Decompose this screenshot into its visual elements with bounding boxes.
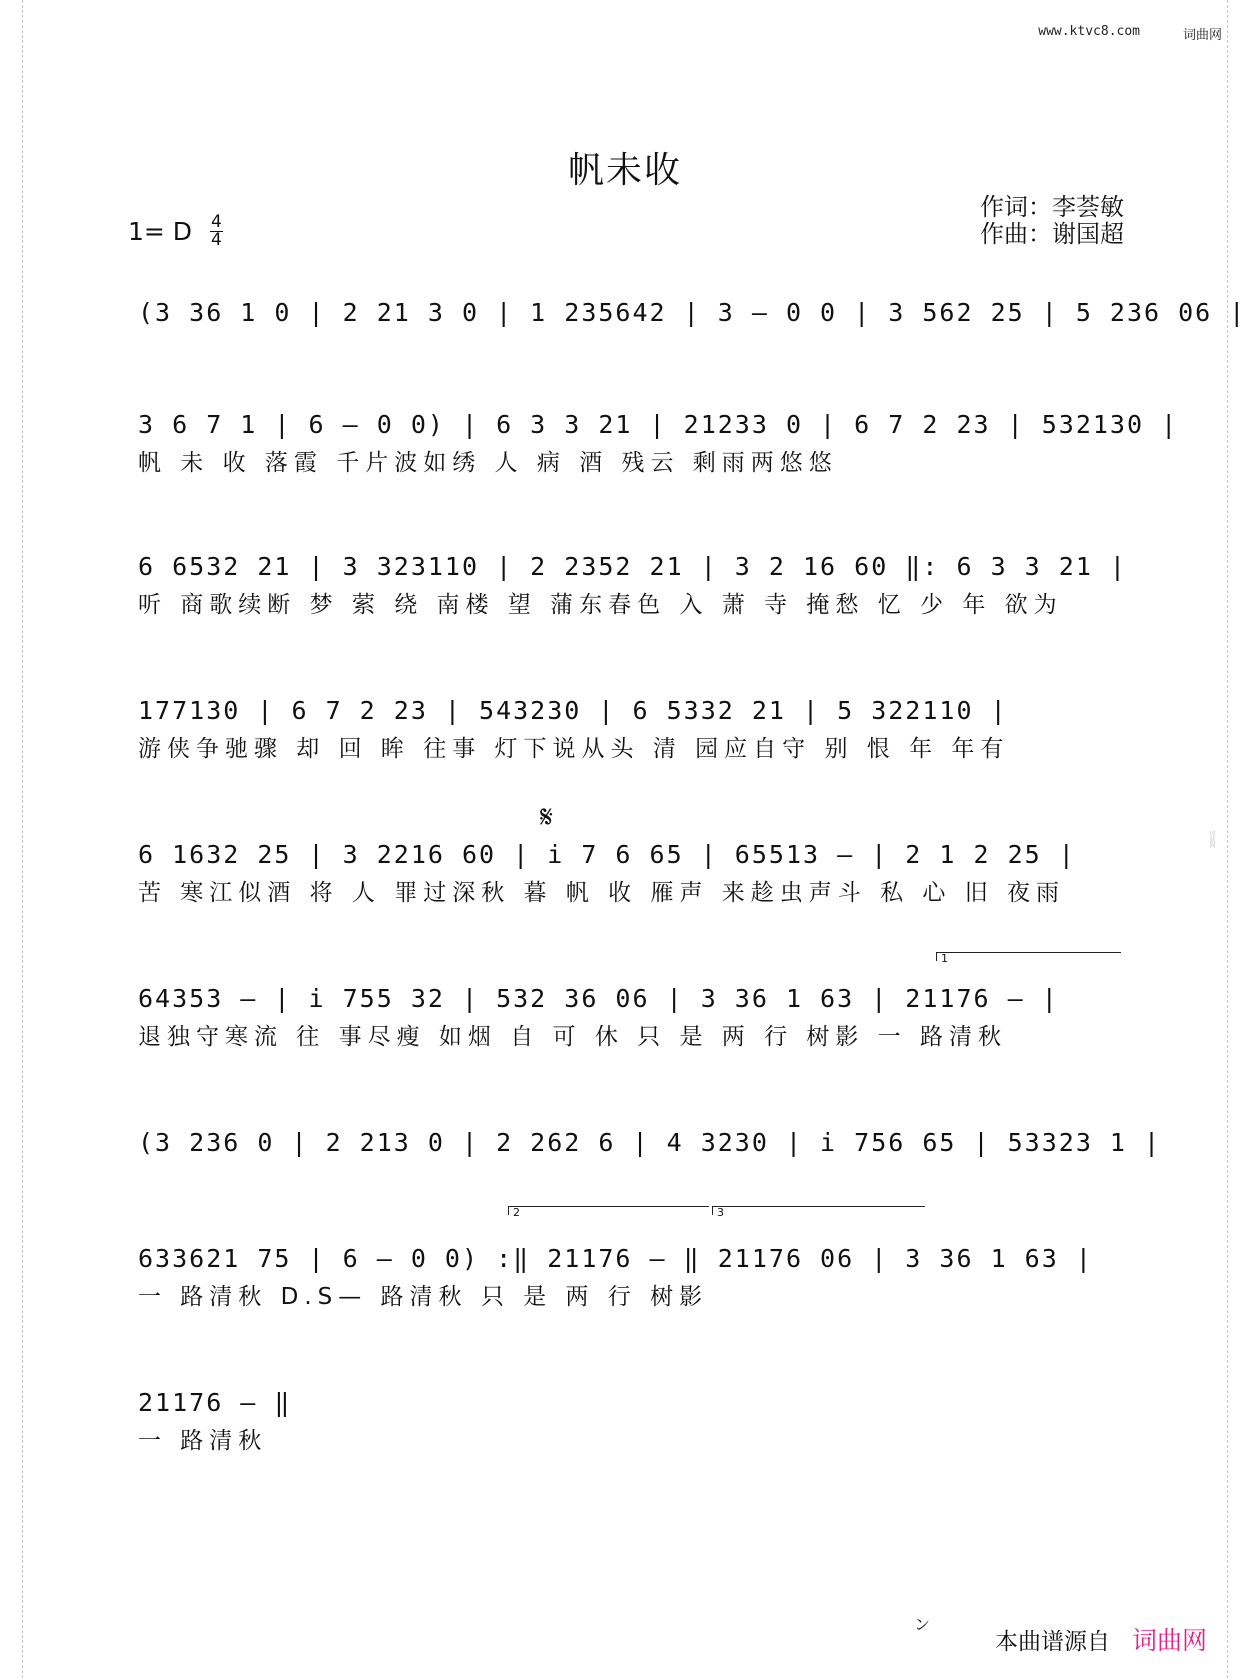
lyricist: 作词：李荟敏 <box>980 193 1124 221</box>
lyrics-line: 一 路清秋 D.S— 路清秋 只 是 两 行 树影 <box>138 1284 709 1310</box>
time-numerator: 4 <box>211 212 222 232</box>
lyrics-line: 游侠争驰骤 却 回 眸 往事 灯下说从头 清 园应自守 别 恨 年 年有 <box>138 736 1010 762</box>
footer-brand-link[interactable]: 词曲网 <box>1132 1626 1208 1655</box>
volta-number: 2 <box>513 1206 520 1219</box>
site-url[interactable]: www.ktvc8.com <box>1038 24 1140 39</box>
left-watermark-strip <box>8 0 23 1678</box>
notation-line: 3 6 7 1 | 6 – 0 0) | 6 3 3 21 | 21233 0 | 6 7 2 23 | 532130 | <box>138 410 1179 439</box>
notation-line: 64353 – | i 755 32 | 532 36 06 | 3 36 1 63 | 21176 – | <box>138 984 1059 1013</box>
notation-line: 633621 75 | 6 – 0 0) :‖ 21176 – ‖ 21176 06 | 3 36 1 63 | <box>138 1244 1093 1273</box>
lyrics-line: 苦 寒江似酒 将 人 罪过深秋 暮 帆 收 雁声 来趁虫声斗 私 心 旧 夜雨 <box>138 880 1066 906</box>
lyrics-line: 一 路清秋 <box>138 1428 268 1454</box>
lyrics-line: 听 商歌续断 梦 萦 绕 南楼 望 蒲东春色 入 萧 寺 掩愁 忆 少 年 欲为 <box>138 592 1063 618</box>
notation-line: (3 36 1 0 | 2 21 3 0 | 1 235642 | 3 – 0 0 | 3 562 25 | 5 236 06 | <box>138 298 1247 327</box>
volta-bracket-1 <box>936 952 1121 965</box>
footer-mark: ン <box>914 1615 931 1634</box>
footer-source-text: 本曲谱源自 <box>995 1629 1110 1655</box>
time-denominator: 4 <box>211 230 222 250</box>
volta-bracket-3 <box>712 1206 925 1219</box>
lyrics-line: 帆 未 收 落霞 千片波如绣 人 病 酒 残云 剩雨两悠悠 <box>138 450 838 476</box>
key-label: 1= D <box>128 217 193 246</box>
notation-line: 6 6532 21 | 3 323110 | 2 2352 21 | 3 2 16 60 ‖: 6 3 3 21 | <box>138 552 1127 581</box>
time-signature <box>210 214 223 249</box>
volta-number: 1 <box>941 952 948 965</box>
composer: 作曲：谢国超 <box>980 220 1124 248</box>
lyrics-line: 退独守寒流 往 事尽瘦 如烟 自 可 休 只 是 两 行 树影 一 路清秋 <box>138 1024 1008 1050</box>
right-watermark-strip: 词曲网 <box>1227 0 1242 1678</box>
site-name: 词曲网 <box>1182 28 1222 43</box>
song-title: 帆未收 <box>567 150 682 191</box>
notation-line: (3 236 0 | 2 213 0 | 2 262 6 | 4 3230 | i 756 65 | 53323 1 | <box>138 1128 1162 1157</box>
volta-bracket-2 <box>508 1206 709 1219</box>
notation-line: 177130 | 6 7 2 23 | 543230 | 6 5332 21 | 5 322110 | <box>138 696 1008 725</box>
key-signature <box>128 214 223 249</box>
volta-number: 3 <box>717 1206 724 1219</box>
segno-sign: 𝄋 <box>540 800 553 835</box>
credits <box>980 194 1124 248</box>
notation-line: 21176 – ‖ <box>138 1388 292 1417</box>
notation-line: 6 1632 25 | 3 2216 60 | i 7 6 65 | 65513 – | 2 1 2 25 | <box>138 840 1076 869</box>
